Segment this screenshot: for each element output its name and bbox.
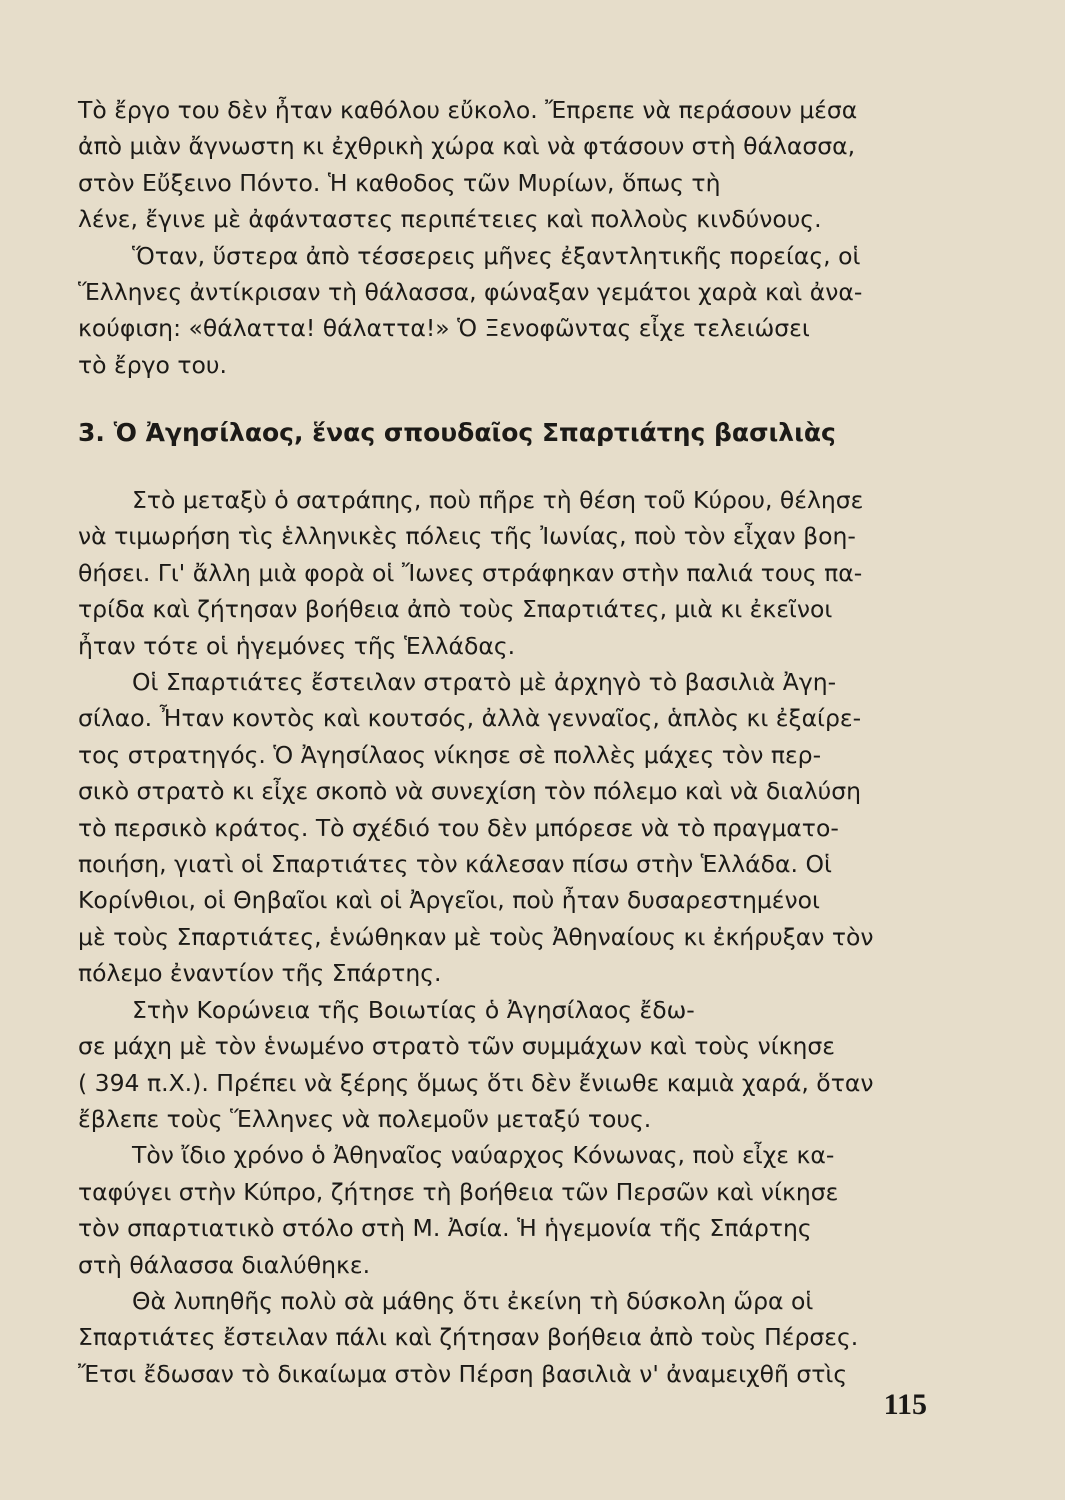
page-number: 115 [883, 1388, 927, 1421]
paragraph-7 [78, 1283, 938, 1392]
text-line: τος στρατηγός. Ὁ Ἀγησίλαος νίκησε σὲ πολλὲς μάχες τὸν περ- [78, 740, 822, 769]
text-line: σικὸ στρατὸ κι εἶχε σκοπὸ νὰ συνεχίση τὸν πόλεμο καὶ νὰ διαλύση [78, 777, 861, 806]
text-line: τρίδα καὶ ζήτησαν βοήθεια ἀπὸ τοὺς Σπαρτιάτες, μιὰ κι ἐκεῖνοι [78, 595, 833, 624]
paragraph-4 [78, 664, 938, 992]
text-line: λένε, ἔγινε μὲ ἀφάνταστες περιπέτειες καὶ πολλοὺς κινδύνους. [78, 205, 822, 234]
text-line: Οἱ Σπαρτιάτες ἔστειλαν στρατὸ μὲ ἀρχηγὸ τὸ βασιλιὰ Ἀγη- [132, 668, 837, 697]
paragraph-1 [78, 92, 938, 238]
paragraph-3 [78, 482, 938, 664]
text-line: Θὰ λυπηθῆς πολὺ σὰ μάθης ὅτι ἐκείνη τὴ δύσκολη ὥρα οἱ [132, 1286, 814, 1315]
paragraph-2 [78, 238, 938, 384]
text-line: στὸν Εὔξεινο Πόντο. Ἡ καθοδος τῶν Μυρίων, ὅπως τὴ [78, 168, 721, 197]
text-line: Κορίνθιοι, οἱ Θηβαῖοι καὶ οἱ Ἀργεῖοι, ποὺ ἦταν δυσαρεστημένοι [78, 886, 820, 915]
text-line: τὸν σπαρτιατικὸ στόλο στὴ Μ. Ἀσία. Ἡ ἡγεμονία τῆς Σπάρτης [78, 1214, 812, 1243]
text-line: Στὸ μεταξὺ ὁ σατράπης, ποὺ πῆρε τὴ θέση τοῦ Κύρου, θέλησε [132, 486, 864, 514]
text-line: νὰ τιμωρήση τὶς ἑλληνικὲς πόλεις τῆς Ἰωνίας, ποὺ τὸν εἶχαν βοη- [78, 522, 856, 551]
text-line: πόλεμο ἐναντίον τῆς Σπάρτης. [78, 959, 442, 988]
text-line: ἦταν τότε οἱ ἡγεμόνες τῆς Ἑλλάδας. [78, 631, 516, 660]
text-line: Ὅταν, ὕστερα ἀπὸ τέσσερεις μῆνες ἐξαντλητικῆς πορείας, οἱ [132, 241, 861, 270]
text-line: ἔβλεπε τοὺς Ἕλληνες νὰ πολεμοῦν μεταξύ τους. [78, 1104, 652, 1133]
text-line: κούφιση: «θάλαττα! θάλαττα!» Ὁ Ξενοφῶντας εἶχε τελειώσει [78, 314, 810, 343]
text-line: τὸ ἔργο του. [78, 350, 227, 379]
paragraph-5 [78, 992, 938, 1138]
text-line: μὲ τοὺς Σπαρτιάτες, ἑνώθηκαν μὲ τοὺς Ἀθηναίους κι ἐκήρυξαν τὸν [78, 922, 874, 951]
text-line: ( 394 π.Χ.). Πρέπει νὰ ξέρης ὅμως ὅτι δὲν ἔνιωθε καμιὰ χαρά, ὅταν [78, 1068, 874, 1097]
section-body [78, 482, 938, 1392]
opening-paragraphs [78, 92, 938, 383]
text-line: θήσει. Γι' ἄλλη μιὰ φορὰ οἱ Ἴωνες στράφηκαν στὴν παλιά τους πα- [78, 558, 863, 587]
text-line: σίλαο. Ἦταν κοντὸς καὶ κουτσός, ἀλλὰ γενναῖος, ἁπλὸς κι ἐξαίρε- [78, 704, 862, 733]
text-line: Ἔτσι ἔδωσαν τὸ δικαίωμα στὸν Πέρση βασιλιὰ ν' ἀναμειχθῆ στὶς [78, 1359, 848, 1388]
text-line: σε μάχη μὲ τὸν ἑνωμένο στρατὸ τῶν συμμάχων καὶ τοὺς νίκησε [78, 1032, 836, 1061]
text-line: Ἕλληνες ἀντίκρισαν τὴ θάλασσα, φώναξαν γεμάτοι χαρὰ καὶ ἀνα- [78, 278, 863, 307]
text-line: Σπαρτιάτες ἔστειλαν πάλι καὶ ζήτησαν βοήθεια ἀπὸ τοὺς Πέρσες. [78, 1323, 859, 1352]
text-line: Τὸν ἴδιο χρόνο ὁ Ἀθηναῖος ναύαρχος Κόνωνας, ποὺ εἶχε κα- [132, 1141, 835, 1170]
paragraph-6 [78, 1137, 938, 1283]
text-line: Τὸ ἔργο του δὲν ἦταν καθόλου εὔκολο. Ἔπρεπε νὰ περάσουν μέσα [78, 96, 858, 124]
text-line: ἀπὸ μιὰν ἄγνωστη κι ἐχθρικὴ χώρα καὶ νὰ φτάσουν στὴ θάλασσα, [78, 132, 856, 161]
text-line: Στὴν Κορώνεια τῆς Βοιωτίας ὁ Ἀγησίλαος ἔδω- [132, 995, 695, 1024]
section-heading: 3. Ὁ Ἀγησίλαος, ἕνας σπουδαῖος Σπαρτιάτης βασιλιὰς [78, 418, 836, 447]
text-line: τὸ περσικὸ κράτος. Τὸ σχέδιό του δὲν μπόρεσε νὰ τὸ πραγματο- [78, 813, 839, 842]
text-line: ποιήση, γιατὶ οἱ Σπαρτιάτες τὸν κάλεσαν πίσω στὴν Ἑλλάδα. Οἱ [78, 850, 832, 879]
text-line: ταφύγει στὴν Κύπρο, ζήτησε τὴ βοήθεια τῶν Περσῶν καὶ νίκησε [78, 1177, 839, 1206]
text-line: στὴ θάλασσα διαλύθηκε. [78, 1250, 371, 1279]
